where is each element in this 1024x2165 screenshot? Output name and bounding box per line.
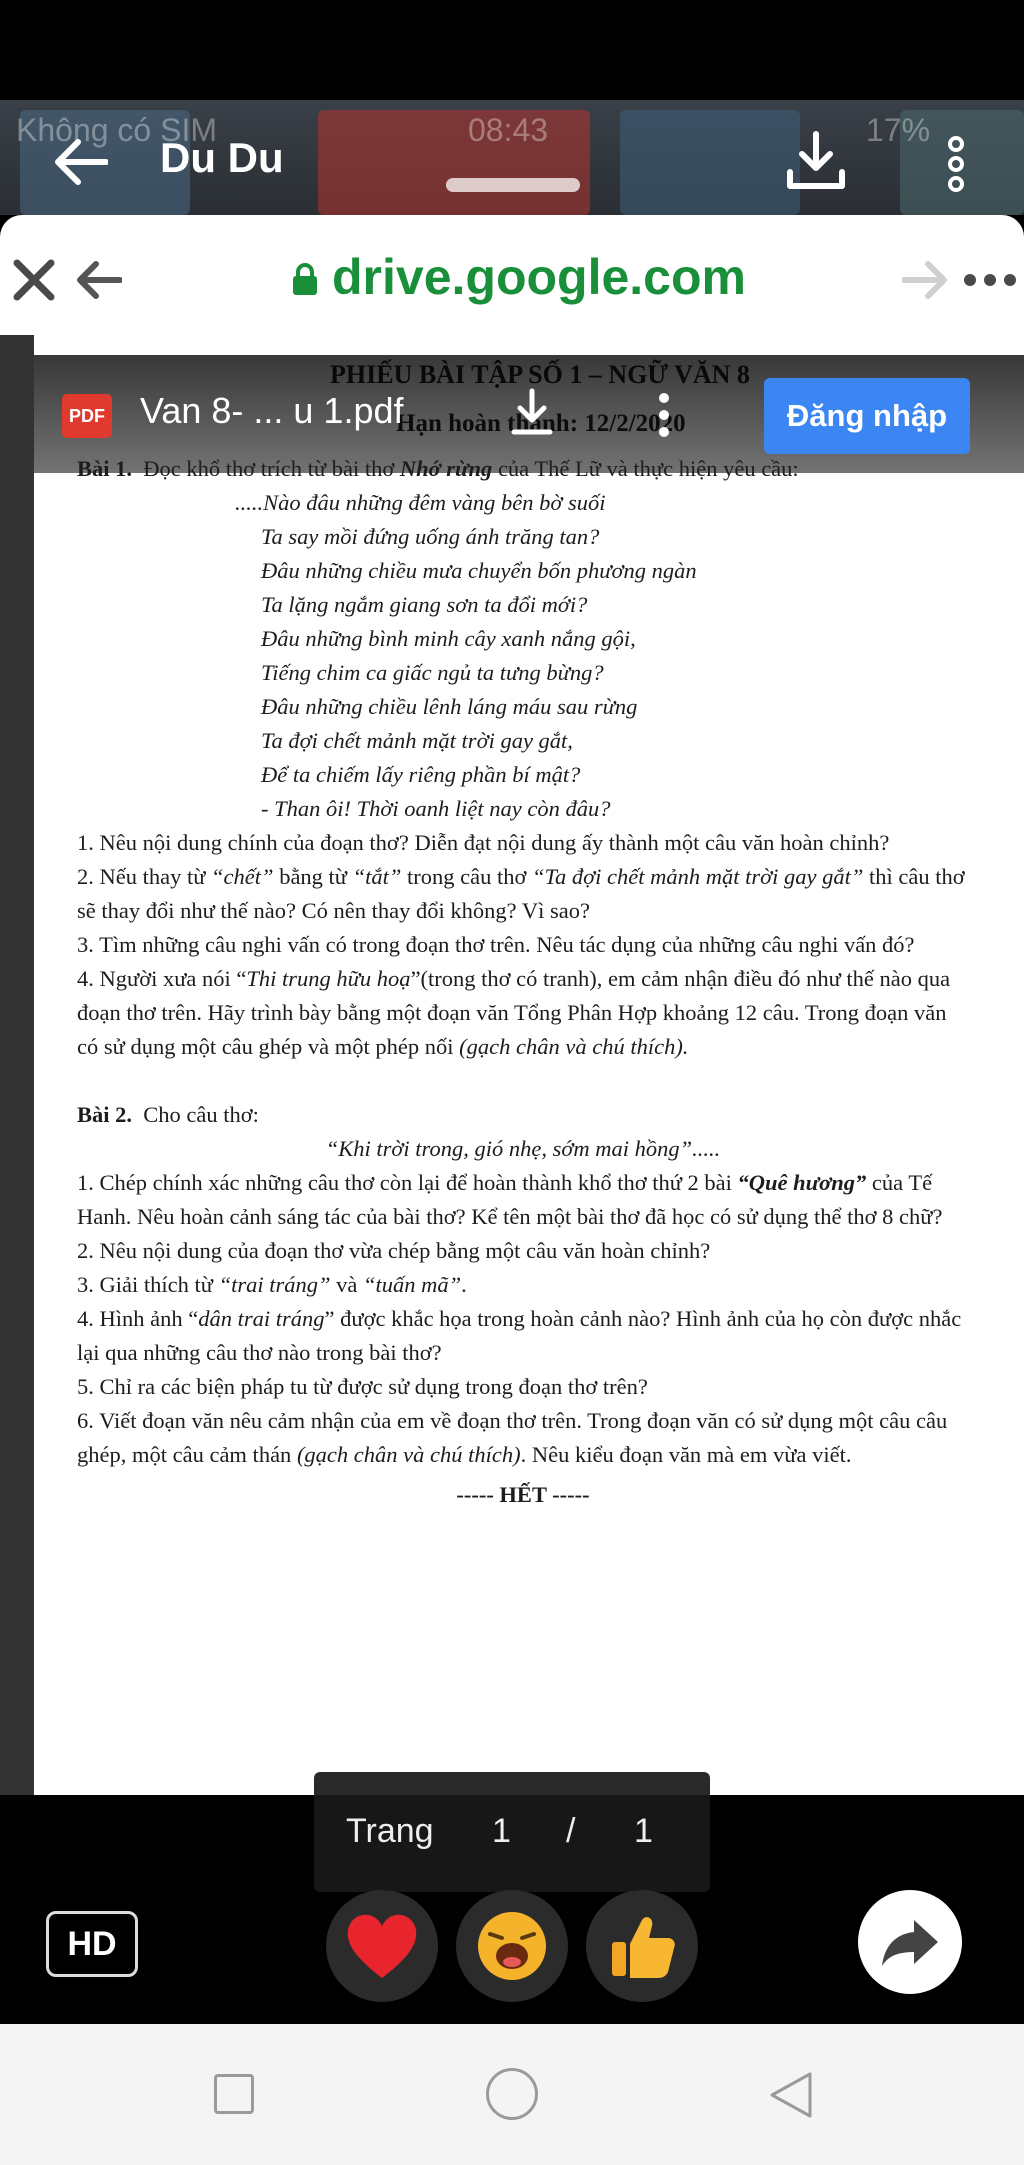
pdf-more-icon[interactable] [656,390,672,440]
page-indicator [314,1772,710,1892]
poem-line: Đâu những chiều mưa chuyển bốn phương ngàn [261,558,697,583]
hd-button[interactable]: HD [46,1911,138,1977]
bai2-question-1: 1. Chép chính xác những câu thơ còn lại để hoàn thành khổ thơ thứ 2 bài “Quê hương” của Tế Hanh. Nêu hoàn cảnh sáng tác của bài thơ? Kể tên một bài thơ đã học có sử dụng thể thơ 8 chữ? [77,1170,943,1229]
clock: 08:43 [468,112,549,148]
download-icon[interactable] [786,130,846,192]
bai1-intro: Bài 1. Đọc khổ thơ trích từ bài thơ Nhớ rừng của Thế Lữ và thực hiện yêu cầu: [77,456,799,481]
home-icon[interactable] [486,2068,538,2120]
laugh-reaction-button[interactable] [456,1890,568,2002]
browser-forward-icon[interactable] [902,260,948,300]
bai2-question-3: 3. Giải thích từ “trai tráng” và “tuấn mã”. [77,1272,467,1297]
bai2-quote: “Khi trời trong, gió nhẹ, sớm mai hồng”..... [325,1136,721,1161]
nav-back-icon[interactable] [768,2070,814,2120]
end-marker: ----- HẾT ----- [456,1482,590,1507]
bai1-question-3: 3. Tìm những câu nghi vấn có trong đoạn thơ trên. Nêu tác dụng của những câu nghi vấn đó? [77,932,915,957]
lock-icon [290,262,320,296]
document-body [77,452,969,1512]
page-separator: / [566,1812,576,1850]
more-vertical-icon[interactable] [944,134,968,194]
bai2-question-6: 6. Viết đoạn văn nêu cảm nhận của em về đoạn thơ trên. Trong đoạn văn có sử dụng một câu câu ghép, một câu cảm thán (gạch chân và chú thích). Nêu kiểu đoạn văn mà em vừa viết. [77,1408,948,1467]
poem-line: Ta lặng ngắm giang sơn ta đổi mới? [261,592,588,617]
status-bar-background [0,0,1024,100]
thumbnail-2[interactable] [318,110,590,215]
pdf-download-icon[interactable] [510,388,554,438]
carrier-status: Không có SIM [16,112,217,148]
login-button[interactable]: Đăng nhập [764,378,970,454]
thumbs-up-icon [602,1906,682,1986]
poem-line: .....Nào đâu những đêm vàng bên bờ suối [235,490,606,515]
share-arrow-icon [880,1914,940,1970]
poem-line: Đâu những bình minh cây xanh nắng gội, [261,626,636,651]
sheet-drag-handle[interactable] [446,178,580,192]
close-icon[interactable] [12,258,56,302]
back-arrow-icon[interactable] [52,138,108,186]
thumbnail-3[interactable] [620,110,800,215]
poem-line: Để ta chiếm lấy riêng phần bí mật? [261,762,581,787]
poem-line: - Than ôi! Thời oanh liệt nay còn đâu? [261,796,611,821]
page-total: 1 [634,1812,653,1850]
bai1-question-1: 1. Nêu nội dung chính của đoạn thơ? Diễn đạt nội dung ấy thành một câu văn hoàn chỉnh? [77,830,890,855]
heart-icon [342,1906,422,1986]
bai2-question-5: 5. Chỉ ra các biện pháp tu từ được sử dụng trong đoạn thơ trên? [77,1374,648,1399]
bai2-intro: Bài 2. Cho câu thơ: [77,1102,259,1127]
bai1-question-4: 4. Người xưa nói “Thi trung hữu hoạ”(trong thơ có tranh), em cảm nhận điều đó như thế nào qua đoạn thơ trên. Hãy trình bày bằng một đoạn văn Tổng Phân Hợp khoảng 12 câu. Trong đoạn văn có sử dụng một câu ghép và một phép nối (gạch chân và chú thích). [77,966,951,1059]
browser-menu-icon[interactable] [962,270,1018,290]
address-domain[interactable]: drive.google.com [332,249,746,305]
poem-line: Ta say mồi đứng uống ánh trăng tan? [261,524,600,549]
sender-name: Du Du [160,134,284,181]
pdf-file-name: Van 8- ... u 1.pdf [140,390,404,431]
bai2-question-4: 4. Hình ảnh “dân trai tráng” được khắc họa trong hoàn cảnh nào? Hình ảnh của họ còn được nhắc lại qua những câu thơ nào trong bài thơ? [77,1306,962,1365]
pdf-file-icon: PDF [62,394,112,438]
poem-line: Tiếng chim ca giấc ngủ ta tưng bừng? [261,660,604,685]
heart-reaction-button[interactable] [326,1890,438,2002]
browser-back-icon[interactable] [76,260,122,300]
poem-line: Đâu những chiều lênh láng máu sau rừng [261,694,638,719]
bai2-question-2: 2. Nêu nội dung của đoạn thơ vừa chép bằng một câu văn hoàn chỉnh? [77,1238,711,1263]
recent-apps-icon[interactable] [214,2074,254,2114]
page-current: 1 [492,1812,511,1850]
bai1-question-2: 2. Nếu thay từ “chết” bằng từ “tắt” trong câu thơ “Ta đợi chết mảnh mặt trời gay gắt” thì câu thơ sẽ thay đổi như thế nào? Có nên thay đổi không? Vì sao? [77,864,965,923]
battery-level: 17% [866,112,931,148]
like-reaction-button[interactable] [586,1890,698,2002]
poem-line: Ta đợi chết mảnh mặt trời gay gắt, [261,728,573,753]
laughing-face-icon [472,1906,552,1986]
page-label: Trang [346,1812,434,1850]
share-button[interactable] [858,1890,962,1994]
